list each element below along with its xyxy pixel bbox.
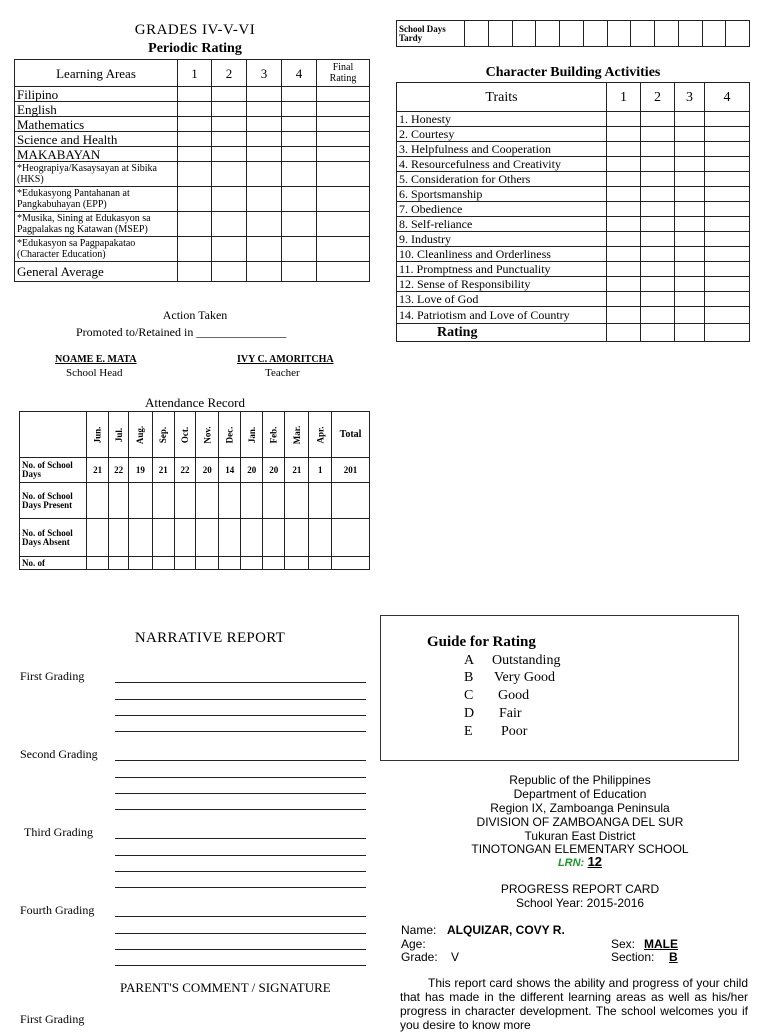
subject-name: English <box>15 102 178 117</box>
header-q2: 2 <box>212 60 247 87</box>
school-year: School Year: 2015-2016 <box>515 896 645 910</box>
cell: 20 <box>196 458 219 483</box>
month-label: Oct. <box>174 412 196 458</box>
table-row <box>397 142 750 157</box>
third-grading-label: Third Grading <box>24 825 93 839</box>
narrative-line <box>115 731 366 732</box>
grade-label: Grade: <box>401 950 438 964</box>
month-label: Jun. <box>87 412 109 458</box>
table-row <box>397 202 750 217</box>
table-row <box>397 217 750 232</box>
grades-title: GRADES IV-V-VI <box>134 22 256 38</box>
attendance-title: Attendance Record <box>145 395 245 410</box>
table-row <box>397 247 750 262</box>
lrn-value: 12 <box>587 854 603 869</box>
total-cell: 201 <box>332 458 370 483</box>
guide-for-rating-title: Guide for Rating <box>427 634 536 650</box>
header-final-rating: Final Rating <box>317 60 370 87</box>
second-grading-label: Second Grading <box>20 747 98 761</box>
row-label: No. of School Days Present <box>20 483 87 519</box>
table-header-row <box>15 60 370 87</box>
month-label: Feb. <box>263 412 285 458</box>
table-row <box>15 117 370 132</box>
row-label: No. of School Days <box>20 458 87 483</box>
header-q3: 3 <box>247 60 282 87</box>
student-section: B <box>669 950 678 964</box>
teacher-role: Teacher <box>265 367 300 379</box>
month-header-row <box>20 412 370 458</box>
header-learning-areas: Learning Areas <box>15 60 178 87</box>
fourth-grading-label: Fourth Grading <box>20 903 95 917</box>
row-label: No. of <box>20 557 87 570</box>
subject-name: *Musika, Sining at Edukasyon sa Pagpalakas ng Katawan (MSEP) <box>15 212 178 237</box>
month-label: Mar. <box>285 412 309 458</box>
header-q4: 4 <box>282 60 317 87</box>
republic-line: Republic of the Philippines <box>509 773 651 787</box>
narrative-line <box>115 916 366 917</box>
report-card-paragraph: This report card shows the ability and progress of your child that has made in the different learning areas as well as his/her progress in character development. The school welcomes you if you desire to know more <box>400 976 748 1032</box>
narrative-line <box>115 793 366 794</box>
table-header-row <box>397 83 750 112</box>
attendance-table <box>19 411 370 570</box>
region-line: Region IX, Zamboanga Peninsula <box>490 801 670 815</box>
table-row <box>397 292 750 307</box>
narrative-line <box>115 949 366 950</box>
month-label: Sep. <box>152 412 174 458</box>
cell: 21 <box>87 458 109 483</box>
table-row <box>20 483 370 519</box>
first-grading-label: First Grading <box>20 669 85 683</box>
periodic-rating-table <box>14 59 370 282</box>
student-sex: MALE <box>644 937 678 951</box>
rating-label: Rating <box>397 324 607 342</box>
promoted-retained-line: Promoted to/Retained in _______________ <box>76 325 287 339</box>
table-row <box>15 147 370 162</box>
row-label: No. of School Days Absent <box>20 519 87 557</box>
table-row <box>15 102 370 117</box>
table-row <box>15 237 370 262</box>
narrative-line <box>115 933 366 934</box>
trait-name: 13. Love of God <box>397 292 607 307</box>
trait-name: 1. Honesty <box>397 112 607 127</box>
student-grade: V <box>451 950 460 964</box>
table-row <box>15 87 370 102</box>
guide-desc: Good <box>498 688 530 703</box>
trait-name: 7. Obedience <box>397 202 607 217</box>
table-row <box>397 157 750 172</box>
cell: 20 <box>263 458 285 483</box>
trait-name: 12. Sense of Responsibility <box>397 277 607 292</box>
subject-name: Science and Health <box>15 132 178 147</box>
guide-desc: Very Good <box>494 670 556 685</box>
month-label: Apr. <box>309 412 332 458</box>
student-name: ALQUIZAR, COVY R. <box>447 923 565 937</box>
table-row <box>15 132 370 147</box>
subject-name: MAKABAYAN <box>15 147 178 162</box>
teacher-name: IVY C. AMORITCHA <box>237 354 334 365</box>
guide-code: C <box>464 688 474 703</box>
periodic-rating-title: Periodic Rating <box>148 41 242 56</box>
subject-name: Filipino <box>15 87 178 102</box>
action-taken-label: Action Taken <box>162 308 228 322</box>
table-row <box>20 458 370 483</box>
narrative-line <box>115 838 366 839</box>
parent-comment-title: PARENT'S COMMENT / SIGNATURE <box>120 980 331 995</box>
trait-name: 14. Patriotism and Love of Country <box>397 307 607 324</box>
trait-name: 9. Industry <box>397 232 607 247</box>
traits-table <box>396 82 750 342</box>
guide-desc: Poor <box>501 724 528 739</box>
narrative-line <box>115 699 366 700</box>
table-row <box>15 212 370 237</box>
general-average-label: General Average <box>15 262 178 282</box>
narrative-line <box>115 715 366 716</box>
header-traits: Traits <box>397 83 607 112</box>
guide-code: E <box>464 724 473 739</box>
narrative-line <box>115 871 366 872</box>
tardy-label: School Days Tardy <box>397 21 465 47</box>
age-label: Age: <box>401 937 426 951</box>
cell: 22 <box>109 458 129 483</box>
header-q1: 1 <box>178 60 212 87</box>
narrative-line <box>115 760 366 761</box>
sex-label: Sex: <box>611 937 636 951</box>
header-col: 2 <box>641 83 675 112</box>
trait-name: 2. Courtesy <box>397 127 607 142</box>
parent-first-grading-label: First Grading <box>20 1012 85 1026</box>
month-label: Aug. <box>129 412 153 458</box>
table-row <box>20 519 370 557</box>
table-row <box>397 127 750 142</box>
school-name-line: TINOTONGAN ELEMENTARY SCHOOL <box>471 842 689 856</box>
narrative-line <box>115 887 366 888</box>
guide-desc: Fair <box>499 706 522 721</box>
table-row <box>397 187 750 202</box>
table-row <box>397 307 750 324</box>
month-label: Nov. <box>196 412 219 458</box>
trait-name: 11. Promptness and Punctuality <box>397 262 607 277</box>
table-row <box>15 162 370 187</box>
narrative-line <box>115 965 366 966</box>
subject-name: Mathematics <box>15 117 178 132</box>
cell: 21 <box>152 458 174 483</box>
lrn-label: LRN: <box>557 857 585 869</box>
table-row <box>397 172 750 187</box>
table-row <box>397 262 750 277</box>
header-col: 3 <box>675 83 705 112</box>
cell: 19 <box>129 458 153 483</box>
total-label: Total <box>332 412 370 458</box>
guide-code: B <box>464 670 474 685</box>
table-row <box>397 232 750 247</box>
table-row <box>15 187 370 212</box>
school-head-name: NOAME E. MATA <box>55 354 137 365</box>
cell: 20 <box>241 458 263 483</box>
lrn-line <box>400 854 760 869</box>
subject-name: *Heograpiya/Kasaysayan at Sibika (HKS) <box>15 162 178 187</box>
trait-name: 6. Sportsmanship <box>397 187 607 202</box>
narrative-line <box>115 855 366 856</box>
rating-row <box>397 324 750 342</box>
district-line: Tukuran East District <box>524 829 636 843</box>
trait-name: 4. Resourcefulness and Creativity <box>397 157 607 172</box>
tardy-table <box>396 20 750 47</box>
subject-name: *Edukasyon sa Pagpapakatao (Character Education) <box>15 237 178 262</box>
guide-code: A <box>464 653 475 668</box>
trait-name: 10. Cleanliness and Orderliness <box>397 247 607 262</box>
trait-name: 5. Consideration for Others <box>397 172 607 187</box>
narrative-line <box>115 809 366 810</box>
table-row <box>397 112 750 127</box>
table-row <box>20 557 370 570</box>
school-head-role: School Head <box>66 367 123 379</box>
header-col: 1 <box>607 83 641 112</box>
narrative-line <box>115 682 366 683</box>
general-average-row <box>15 262 370 282</box>
department-line: Department of Education <box>513 787 647 801</box>
division-line: DIVISION OF ZAMBOANGA DEL SUR <box>476 815 684 829</box>
month-label: Dec. <box>219 412 241 458</box>
trait-name: 3. Helpfulness and Cooperation <box>397 142 607 157</box>
guide-code: D <box>464 706 475 721</box>
trait-name: 8. Self-reliance <box>397 217 607 232</box>
cell: 22 <box>174 458 196 483</box>
narrative-report-title: NARRATIVE REPORT <box>134 630 286 646</box>
guide-desc: Outstanding <box>492 653 561 668</box>
report-title: PROGRESS REPORT CARD <box>500 882 660 896</box>
section-label: Section: <box>611 950 655 964</box>
name-label: Name: <box>401 923 437 937</box>
table-row <box>397 21 750 47</box>
character-building-title: Character Building Activities <box>485 65 661 80</box>
cell: 1 <box>309 458 332 483</box>
month-label: Jan. <box>241 412 263 458</box>
header-col: 4 <box>705 83 750 112</box>
cell: 14 <box>219 458 241 483</box>
cell: 21 <box>285 458 309 483</box>
subject-name: *Edukasyong Pantahanan at Pangkabuhayan (EPP) <box>15 187 178 212</box>
table-row <box>397 277 750 292</box>
month-label: Jul. <box>109 412 129 458</box>
narrative-line <box>115 777 366 778</box>
